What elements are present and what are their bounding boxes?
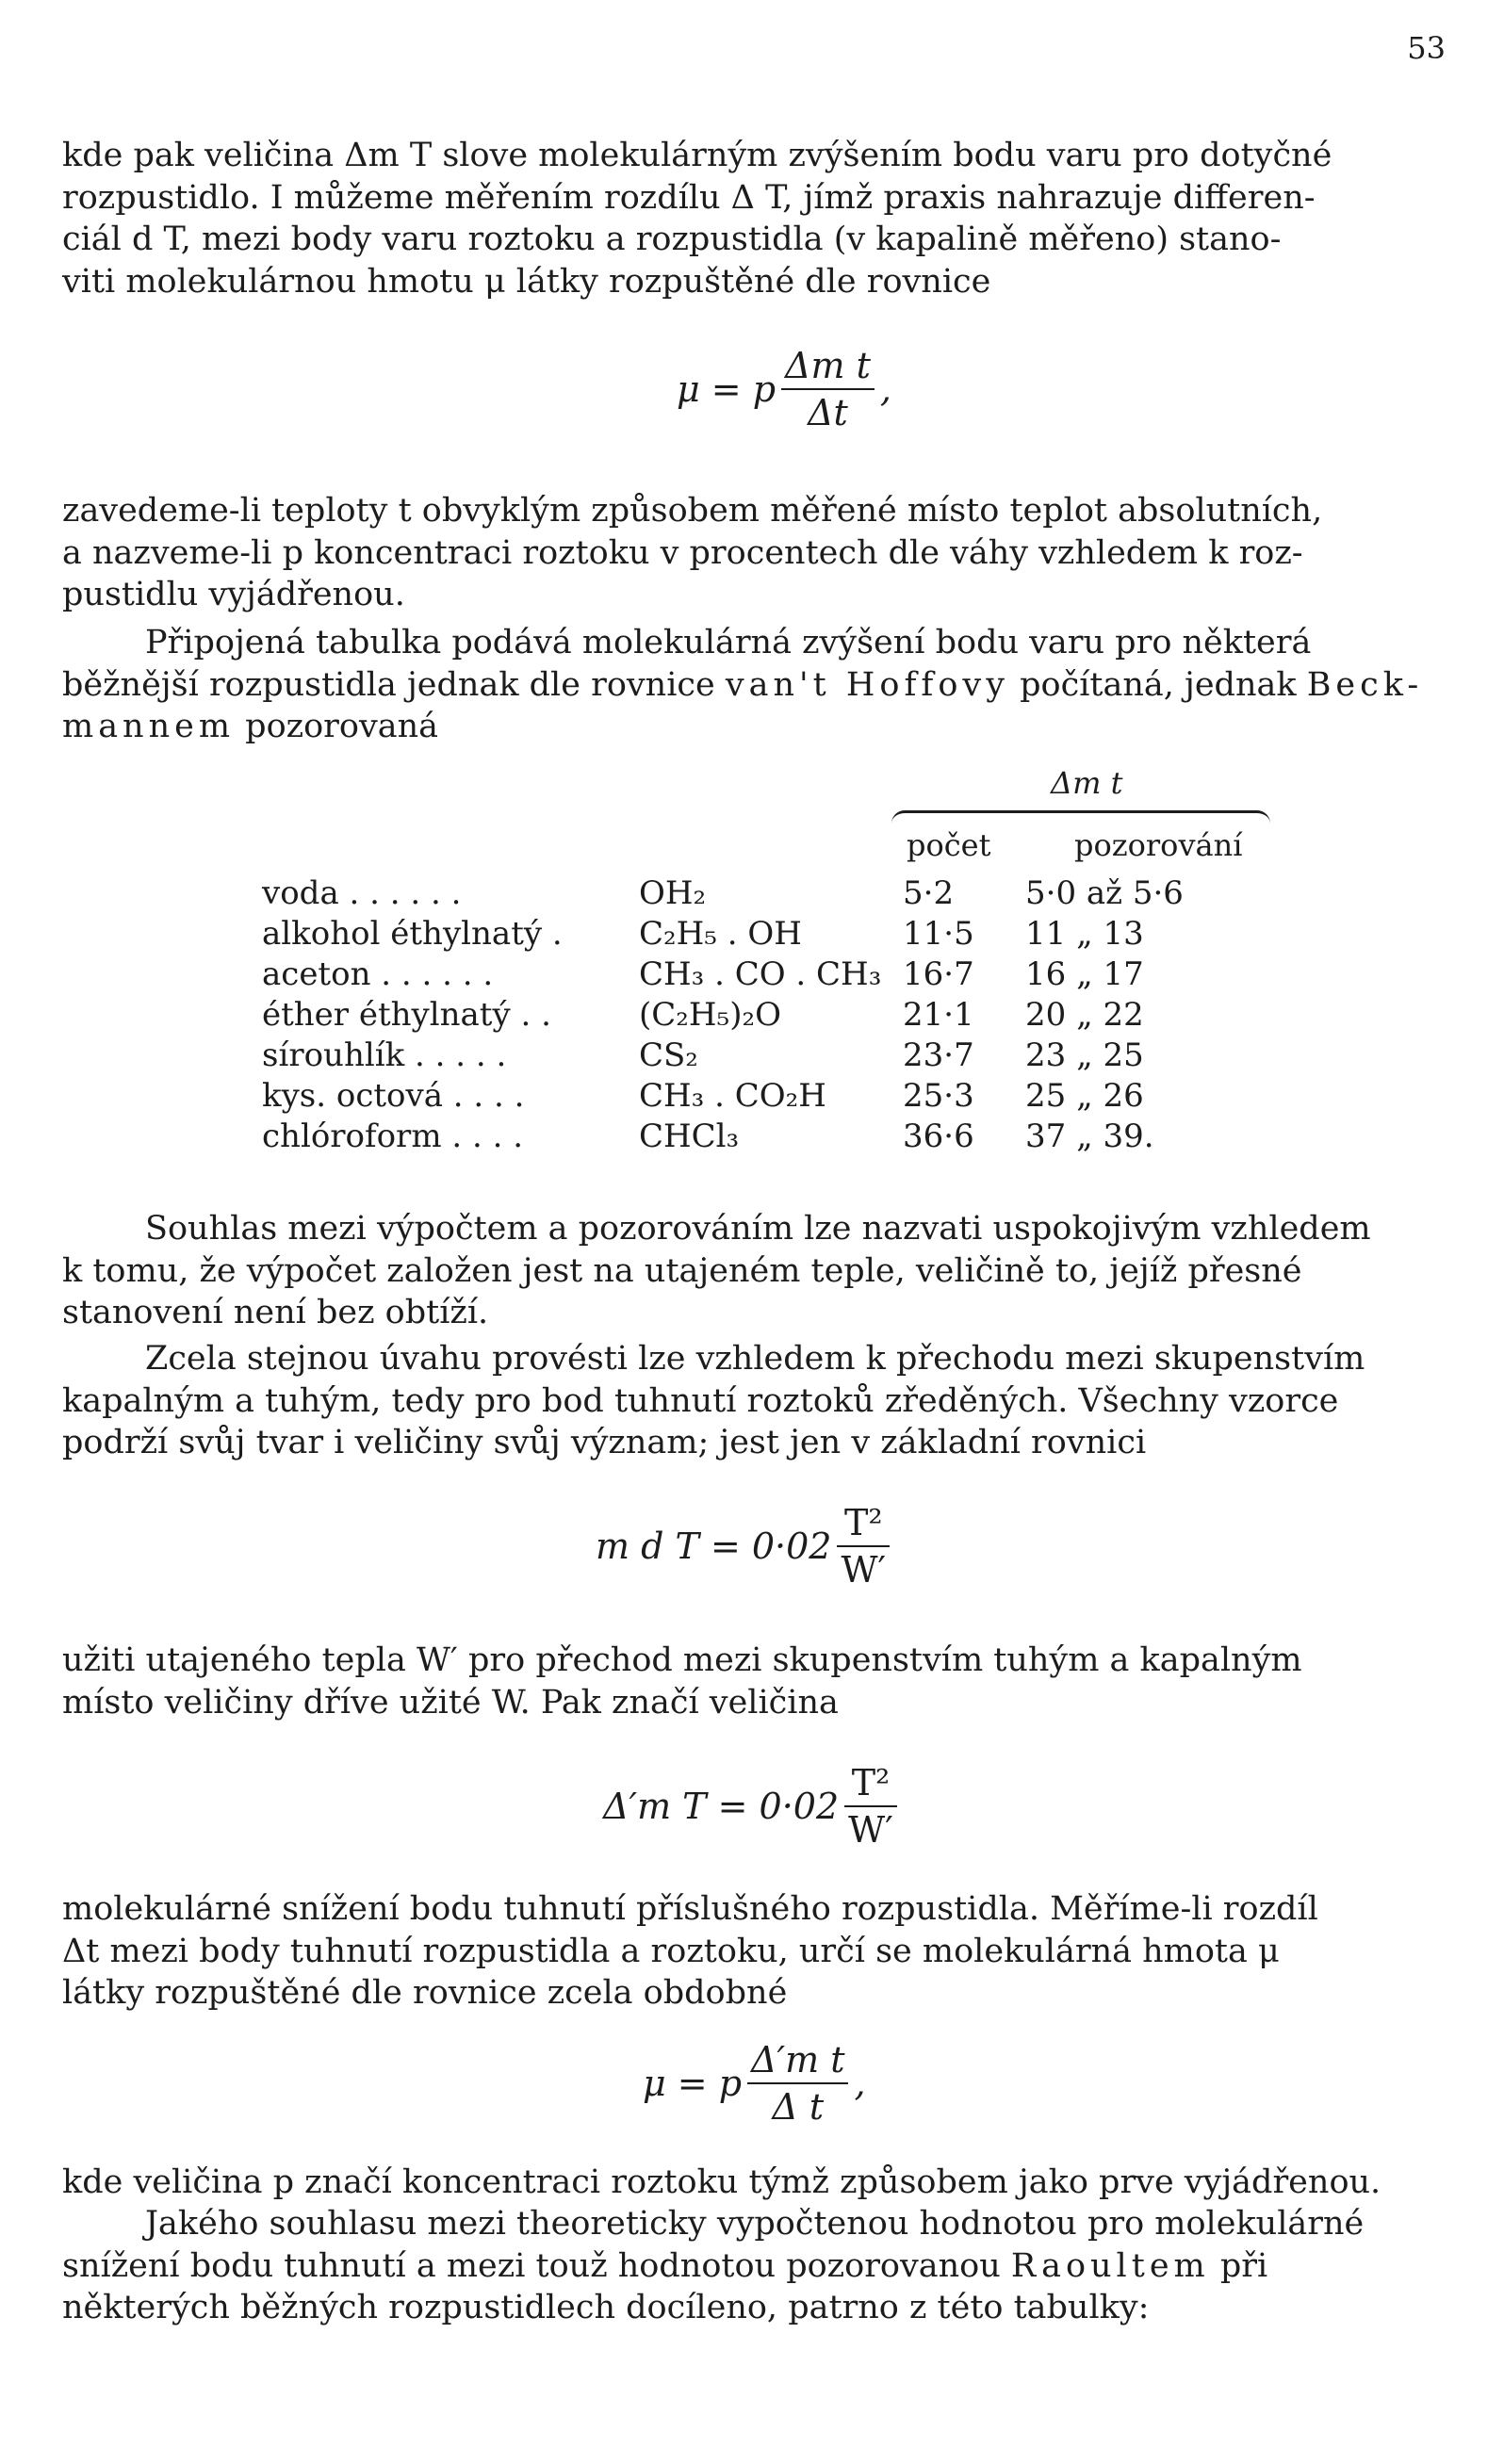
observed-range: 20 „ 22 xyxy=(1025,995,1144,1034)
equation-freezing xyxy=(603,1762,903,1851)
eq-lhs: m d T = 0·02 xyxy=(596,1526,832,1567)
substance: aceton . . . . . . xyxy=(262,955,494,993)
text-line: užiti utajeného tepla W′ pro přechod mezi skupenstvím tuhým a kapalným xyxy=(62,1641,1302,1679)
paragraph-7 xyxy=(62,1888,1447,2015)
observed-range: 11 „ 13 xyxy=(1025,914,1144,953)
eq-tail: , xyxy=(879,368,891,410)
page-number: 53 xyxy=(1407,30,1446,66)
equation-latent-heat xyxy=(596,1502,895,1591)
eq-denominator: W′ xyxy=(841,1549,887,1591)
table-row xyxy=(262,954,1233,994)
text-line: k tomu, že výpočet založen jest na utajeném teple, veličině to, jejíž přesné xyxy=(62,1251,1302,1290)
eq-numerator: T² xyxy=(851,1762,891,1803)
text-line: zavedeme-li teploty t obvyklým způsobem měřené místo teplot absolutních, xyxy=(62,492,1323,530)
paragraph-1 xyxy=(62,135,1447,302)
table-row xyxy=(262,913,1233,954)
substance: chlóroform . . . . xyxy=(262,1117,524,1155)
text-line: Souhlas mezi výpočtem a pozorováním lze nazvati uspokojivým vzhledem xyxy=(145,1210,1371,1248)
eq-denominator: W′ xyxy=(848,1809,893,1851)
formula: CH₃ . CO . CH₃ xyxy=(639,955,882,993)
observed-range: 16 „ 17 xyxy=(1025,955,1144,993)
table-row xyxy=(262,1035,1233,1075)
text-line: Δt mezi body tuhnutí rozpustidla a roztoku, určí se molekulárná hmota μ xyxy=(62,1932,1280,1970)
col-header-calc: počet xyxy=(907,827,991,863)
text-line: některých běžných rozpustidlech docíleno, patrno z této tabulky: xyxy=(62,2289,1150,2326)
calculated-value: 11·5 xyxy=(903,914,974,953)
eq-numerator: T² xyxy=(844,1502,883,1543)
substance: éther éthylnatý . . xyxy=(262,995,551,1034)
text-line: viti molekulárnou hmotu μ látky rozpuštěné dle rovnice xyxy=(62,262,991,301)
paragraph-4 xyxy=(62,1208,1447,1334)
paragraph-2 xyxy=(62,490,1447,616)
eq-numerator: Δm t xyxy=(785,345,871,386)
table-row xyxy=(262,994,1233,1035)
col-header-obs: pozorování xyxy=(1074,827,1243,863)
formula: OH₂ xyxy=(639,873,707,912)
text-line: běžnější rozpustidla jednak dle rovnice van't Hoffovy počítaná, jednak Beck- xyxy=(62,665,1424,704)
calculated-value: 21·1 xyxy=(903,995,974,1034)
formula: CHCl₃ xyxy=(639,1117,740,1155)
calculated-value: 16·7 xyxy=(903,955,974,993)
substance: sírouhlík . . . . . xyxy=(262,1036,507,1074)
formula: (C₂H₅)₂O xyxy=(639,995,781,1034)
text-line: ciál d T, mezi body varu roztoku a rozpustidla (v kapalině měřeno) stano- xyxy=(62,220,1282,258)
calculated-value: 23·7 xyxy=(903,1036,974,1074)
text-line: a nazveme-li p koncentraci roztoku v procentech dle váhy vzhledem k roz- xyxy=(62,533,1303,572)
text-line: snížení bodu tuhnutí a mezi touž hodnotou pozorovanou Raoultem při xyxy=(62,2246,1268,2285)
text-line: podrží svůj tvar i veličiny svůj význam; jest jen v základní rovnici xyxy=(62,1424,1147,1461)
paragraph-8 xyxy=(62,2162,1447,2204)
table-row xyxy=(262,1116,1233,1156)
eq-denominator: Δt xyxy=(808,392,848,433)
boiling-point-table xyxy=(262,873,1233,1156)
observed-range: 37 „ 39. xyxy=(1025,1117,1154,1155)
table-row xyxy=(262,873,1233,913)
text-line: kde veličina p značí koncentraci roztoku týmž způsobem jako prve vyjádřenou. xyxy=(62,2163,1381,2201)
text-line: látky rozpuštěné dle rovnice zcela obdobné xyxy=(62,1974,788,2012)
substance: voda . . . . . . xyxy=(262,873,462,912)
table-row xyxy=(262,1075,1233,1116)
author-name: Raoultem xyxy=(1010,2246,1210,2285)
text-line: Připojená tabulka podává molekulárná zvýšení bodu varu pro některá xyxy=(145,624,1312,661)
eq-fraction xyxy=(844,1762,897,1851)
text-line: Jakého souhlasu mezi theoreticky vypočtenou hodnotou pro molekulárné xyxy=(145,2205,1365,2243)
eq-fraction xyxy=(747,2039,848,2128)
substance: kys. octová . . . . xyxy=(262,1076,525,1115)
text-line: místo veličiny dříve užité W. Pak značí veličina xyxy=(62,1683,839,1722)
author-name: van't Hoffovy xyxy=(725,665,1009,704)
eq-tail: , xyxy=(854,2063,866,2104)
paragraph-9 xyxy=(62,2203,1447,2329)
text-line: kapalným a tuhým, tedy pro bod tuhnutí roztoků zředěných. Všechny vzorce xyxy=(62,1381,1339,1420)
text-line: mannem pozorovaná xyxy=(62,708,439,745)
calculated-value: 36·6 xyxy=(903,1117,974,1155)
text-line: kde pak veličina Δm T slove molekulárným zvýšením bodu varu pro dotyčné xyxy=(62,137,1332,174)
paragraph-6 xyxy=(62,1640,1447,1723)
observed-range: 5·0 až 5·6 xyxy=(1025,873,1184,912)
text-line: molekulárné snížení bodu tuhnutí příslušného rozpustidla. Měříme-li rozdíl xyxy=(62,1890,1318,1928)
formula: CH₃ . CO₂H xyxy=(639,1076,826,1115)
eq-numerator: Δ′m t xyxy=(751,2039,845,2081)
eq-lhs: Δ′m T = 0·02 xyxy=(603,1786,840,1827)
eq-lhs: μ = p xyxy=(643,2063,743,2104)
observed-range: 23 „ 25 xyxy=(1025,1036,1144,1074)
text-line: rozpustidlo. I můžeme měřením rozdílu Δ T, jímž praxis nahrazuje differen- xyxy=(62,178,1316,217)
paragraph-5 xyxy=(62,1338,1447,1464)
author-name: mannem xyxy=(62,708,236,745)
text-line: stanovení není bez obtíží. xyxy=(62,1294,489,1331)
equation-boiling xyxy=(677,345,891,433)
calculated-value: 25·3 xyxy=(903,1076,974,1115)
text-line: Zcela stejnou úvahu provésti lze vzhledem k přechodu mezi skupenstvím xyxy=(145,1340,1365,1378)
table-group-header: Δm t xyxy=(1051,765,1123,801)
observed-range: 25 „ 26 xyxy=(1025,1076,1144,1115)
eq-denominator: Δ t xyxy=(772,2086,825,2128)
eq-fraction xyxy=(837,1502,890,1591)
substance: alkohol éthylnatý . xyxy=(262,914,563,953)
calculated-value: 5·2 xyxy=(903,873,955,912)
equation-freezing-mass xyxy=(643,2039,866,2128)
formula: C₂H₅ . OH xyxy=(639,914,802,953)
paragraph-3 xyxy=(62,622,1447,748)
eq-fraction xyxy=(781,345,875,433)
author-name: Beck- xyxy=(1306,665,1424,704)
text-line: pustidlu vyjádřenou. xyxy=(62,576,405,613)
eq-lhs: μ = p xyxy=(677,368,777,410)
formula: CS₂ xyxy=(639,1036,698,1074)
